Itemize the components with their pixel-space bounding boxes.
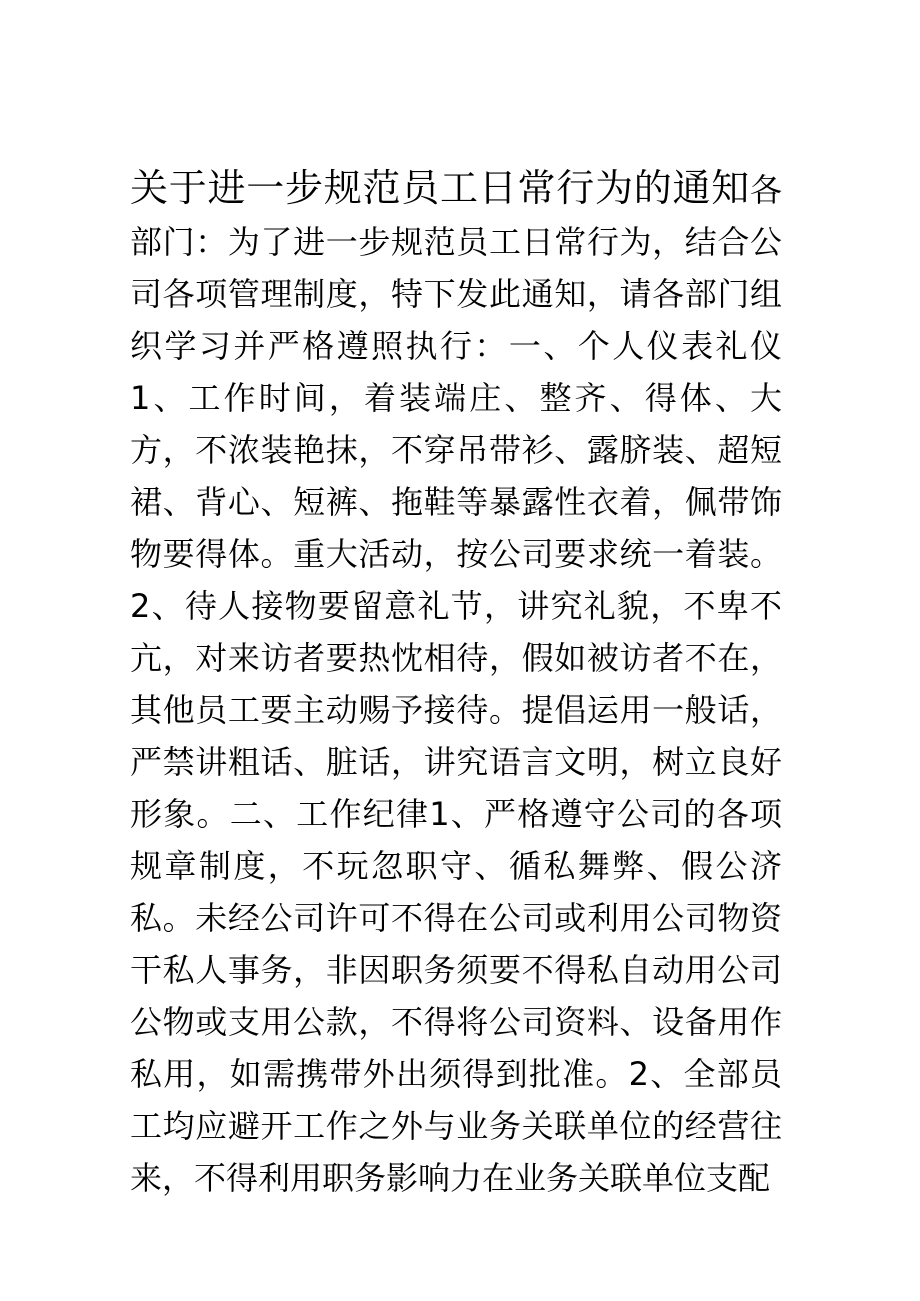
document-body	[130, 162, 782, 1204]
document-title: 关于进一步规范员工日常行为的通知	[130, 166, 750, 210]
document-text: 各部门：为了进一步规范员工日常行为，结合公司各项管理制度，特下发此通知，请各部门组织学习并严格遵照执行：一、个人仪表礼仪1、工作时间，着装端庄、整齐、得体、大方，不浓装艳抹，不穿吊带衫、露脐装、超短裙、背心、短裤、拖鞋等暴露性衣着，佩带饰物要得体。重大活动，按公司要求统一着装。2、待人接物要留意礼节，讲究礼貌，不卑不亢，对来访者要热忱相待，假如被访者不在，其他员工要主动赐予接待。提倡运用一般话，严禁讲粗话、脏话，讲究语言文明，树立良好形象。二、工作纪律1、严格遵守公司的各项规章制度，不玩忽职守、循私舞弊、假公济私。未经公司许可不得在公司或利用公司物资干私人事务，非因职务须要不得私自动用公司公物或支用公款，不得将公司资料、设备用作私用，如需携带外出须得到批准。2、全部员工均应避开工作之外与业务关联单位的经营往来，不得利用职务影响力在业务关联单位支配	[130, 171, 782, 1197]
